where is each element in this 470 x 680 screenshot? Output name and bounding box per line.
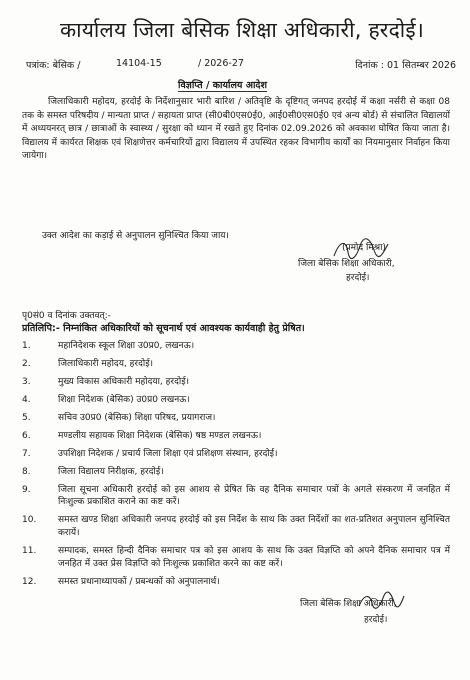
recipient-item	[22, 430, 450, 443]
recipient-item	[22, 514, 450, 539]
ref-number: 14104-15	[116, 58, 162, 69]
issue-date: दिनांक : 01 सितम्बर 2026	[355, 60, 456, 71]
recipient-item	[22, 448, 450, 461]
officer-designation: जिला बेसिक शिक्षा अधिकारी,	[298, 259, 395, 269]
recipient-text: मण्डलीय सहायक शिक्षा निदेशक (बेसिक) षष्ठ मण्डल लखनऊ।	[58, 430, 262, 441]
officer-place-2: हरदोई।	[364, 615, 388, 625]
recipient-number: 7.	[22, 448, 31, 459]
notice-heading: विज्ञप्ति / कार्यालय आदेश	[178, 80, 267, 91]
recipient-number: 8.	[22, 466, 31, 477]
recipient-number: 1.	[22, 341, 31, 351]
officer-name: (प्रमोद मिश्रा)	[342, 243, 386, 253]
recipient-number: 3.	[22, 376, 31, 387]
recipient-item	[22, 466, 450, 479]
recipient-number: 10.	[22, 515, 37, 526]
recipient-list	[22, 340, 450, 594]
office-title: कार्यालय जिला बेसिक शिक्षा अधिकारी, हरदोई।	[59, 18, 425, 42]
recipient-number: 5.	[22, 412, 31, 423]
recipient-text: समस्त खण्ड शिक्षा अधिकारी जनपद हरदोई को इस निर्देश के साथ कि उक्त निर्देशों का शत-प्रतिशत अनुपालन सुनिश्चित करायें।	[58, 515, 450, 539]
recipient-text: मुख्य विकास अधिकारी महोदया, हरदोई।	[58, 376, 190, 387]
ref-session: / 2026-27	[198, 58, 244, 69]
recipient-text: जिला विद्यालय निरीक्षक, हरदोई।	[58, 466, 164, 477]
recipient-text: महानिदेशक स्कूल शिक्षा उ0प्र0, लखनऊ।	[58, 341, 195, 351]
recipient-text: सचिव उ0प्र0 (बेसिक) शिक्षा परिषद, प्रयागराज।	[58, 412, 216, 423]
recipient-number: 4.	[22, 394, 31, 405]
recipient-item	[22, 545, 450, 570]
memo-reference: पृ0सं0 व दिनांक उक्तवत्:-	[22, 311, 111, 321]
officer-designation-2: जिला बेसिक शिक्षा अधिकारी,	[300, 599, 397, 609]
recipient-item	[22, 358, 450, 371]
compliance-line: उक्त आदेश का कड़ाई से अनुपालन सुनिश्चित किया जाय।	[42, 231, 229, 241]
recipient-number: 2.	[22, 358, 31, 369]
recipient-item	[22, 394, 450, 407]
recipient-number: 11.	[22, 546, 37, 557]
recipient-item	[22, 376, 450, 389]
copy-to-heading: प्रतिलिपि:- निम्नांकित अधिकारियों को सूचनार्थ एवं आवश्यक कार्यवाही हेतु प्रेषित।	[22, 323, 305, 334]
recipient-text: शिक्षा निदेशक (बेसिक) उ0प्र0 लखनऊ।	[58, 394, 190, 405]
recipient-text: उपशिक्षा निदेशक / प्रचार्य जिला शिक्षा एवं प्रशिक्षण संस्थान, हरदोई।	[58, 448, 278, 459]
recipient-text: जिलाधिकारी महोदय, हरदोई।	[58, 358, 154, 369]
ref-label: पत्रांक: बेसिक /	[26, 60, 81, 71]
notice-body: जिलाधिकारी महोदय, हरदोई के निर्देशानुसार भारी बारिश / अतिवृष्टि के दृष्टिगत् जनपद हरदोई में कक्षा नर्सरी से कक्षा 08 तक के समस्त परिषदीय / मान्यता प्राप्त / सहायता प्राप्त (सी0बी0एस0ई0, आई0सी0एस0ई0 एवं अन्य बोर्ड) से संचालित विद्यालयों में अध्ययनरत् छात्र / छात्राओं के स्वास्थ्य / सुरक्षा को ध्यान में रखते हुए दिनांक 02.09.2026 को अवकाश घोषित किया जाता है। विद्यालय में कार्यरत शिक्षक एवं शिक्षणेत्तर कर्मचारियों द्वारा विद्यालय में उपस्थित रहकर विभागीय कार्यों का नियमानुसार निर्वाहन किया जायेगा।	[22, 97, 450, 162]
recipient-item	[22, 484, 450, 509]
officer-place: हरदोई।	[346, 273, 370, 283]
recipient-item	[22, 412, 450, 425]
recipient-number: 12.	[22, 576, 37, 587]
recipient-number: 9.	[22, 484, 31, 495]
recipient-text: समस्त प्रधानाध्यापकों / प्रबन्धकों को अनुपालनार्थ।	[58, 576, 220, 587]
recipient-number: 6.	[22, 430, 31, 441]
recipient-item	[22, 576, 450, 589]
recipient-text: जिला सूचना अधिकारी हरदोई को इस आशय से प्रेषित कि वह दैनिक समाचार पत्रों के अगले संस्करण में जनहित में निःशुल्क प्रकाशित कराने का कष्ट करें।	[58, 484, 450, 508]
recipient-item	[22, 340, 450, 353]
recipient-text: सम्पादक, समस्त हिन्दी दैनिक समाचार पत्र को इस आशय के साथ कि उक्त विज्ञप्ति को अपने दैनिक समाचार पत्र में जनहित में उक्त प्रेस विज्ञप्ति को निःशुल्क प्रकाशित करने का कष्ट करें।	[58, 546, 450, 569]
